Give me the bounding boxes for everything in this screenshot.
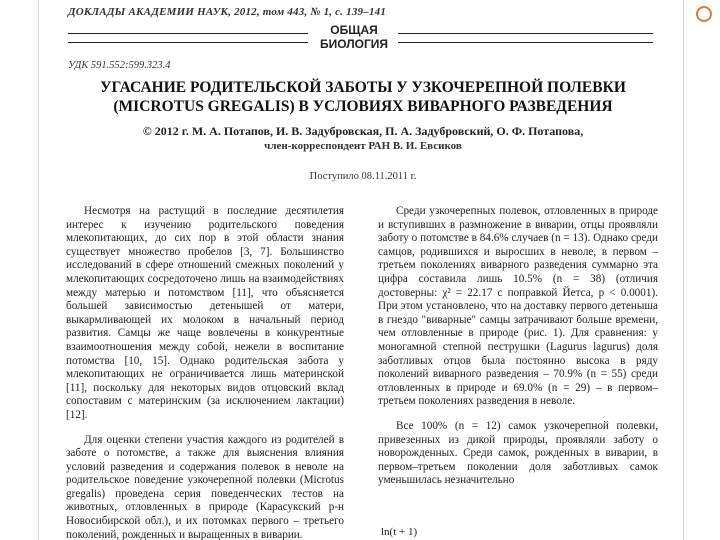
authors-line: © 2012 г. М. А. Потапов, И. В. Задубровская, П. А. Задубровский, О. Ф. Потапова, xyxy=(142,124,584,138)
journal-header: ДОКЛАДЫ АКАДЕМИИ НАУК, 2012, том 443, № 1, с. 139–141 xyxy=(68,6,387,18)
section-label xyxy=(313,23,395,51)
section-label-line1: ОБЩАЯ xyxy=(330,23,378,37)
received-date: Поступило 08.11.2011 г. xyxy=(309,171,417,182)
paragraph: Для оценки степени участия каждого из родителей в заботе о потомстве, а также для выяснения влияния условий разведения и содержания полевок в неволе на родительское поведение узкочерепной полевки (Microtus gregalis) проведена серия поведенческих тестов на животных, отловленных в природе (Карасукский р-н Новосибирской обл.), и их потомках первого – третьего поколений, рожденных и выращенных в виварии. xyxy=(66,433,344,540)
title-line-1: УГАСАНИЕ РОДИТЕЛЬСКОЙ ЗАБОТЫ У УЗКОЧЕРЕПНОЙ ПОЛЕВКИ xyxy=(100,79,626,96)
left-frame xyxy=(0,0,39,540)
formula: ln(t + 1) xyxy=(381,526,418,538)
paragraph: Среди узкочерепных полевок, отловленных в природе и вступивших в размножение в виварии, отцы проявляли заботу о потомстве в 84.6% случаев (n = 13). Однако среди самцов, родившихся и выросших в неволе, в первом – третьем поколениях виварного разведения суммарно эта цифра составила лишь 10.5% (n = 38) (отличия достоверны: χ² = 22.17 с поправкой Йетса, p < 0.0001). При этом установлено, что на доставку первого детеныша в гнездо "виварные" самцы затрачивают больше времени, чем отловленные в природе (рис. 1). Для сравнения: у моногамной степной пеструшки (Lagurus lagurus) доля заботливых отцов была постоянно высока в ряду поколений виварного разведения – 70.9% (n = 55) среди отловленных в природе и 69.0% (n = 29) – в первом–третьем поколениях разведения в неволе. xyxy=(378,205,658,408)
authors-line-2: член-корреспондент РАН В. И. Евсиков xyxy=(264,140,462,152)
title-line-2: (MICROTUS GREGALIS) В УСЛОВИЯХ ВИВАРНОГО РАЗВЕДЕНИЯ xyxy=(113,98,613,115)
section-rule xyxy=(68,33,308,34)
right-column xyxy=(378,205,658,488)
section-rule xyxy=(398,42,653,43)
section-rule xyxy=(398,33,653,34)
paper-page xyxy=(48,0,678,540)
section-rule xyxy=(68,42,308,43)
left-column xyxy=(66,205,344,540)
section-heading xyxy=(48,23,678,59)
paragraph: Все 100% (n = 12) самок узкочерепной полевки, привезенных из дикой природы, проявляли заботу о новорожденных. Среди самок, рожденных в виварии, в первом–третьем поколении доля заботливых самок уменьшилась незначительно xyxy=(378,419,658,487)
paragraph: Несмотря на растущий в последние десятилетия интерес к изучению родительского поведения млекопитающих, до сих пор в этой области знания существует множество пробелов [3, 7]. Большинство исследований в сфере отношений смежных поколений у млекопитающих сосредоточено лишь на взаимодействиях между матерью и потомством [11], что объясняется большей зависимостью детенышей от матери, выкармливающей их молоком в начальный период развития. Самцы же чаще вовлечены в конкурентные взаимоотношения между собой, нежели в воспитание потомства [10, 15]. Однако родительская забота у млекопитающих не ограничивается лишь материнской [11], поскольку для некоторых видов отцовский вклад сопоставим с материнским (за исключением лактации) [12]. xyxy=(66,205,344,421)
right-frame xyxy=(683,0,720,540)
corner-circle-icon xyxy=(684,0,720,22)
section-label-line2: БИОЛОГИЯ xyxy=(319,37,389,51)
article-title xyxy=(68,78,658,116)
udc-code: УДК 591.552:599.323.4 xyxy=(68,60,171,71)
